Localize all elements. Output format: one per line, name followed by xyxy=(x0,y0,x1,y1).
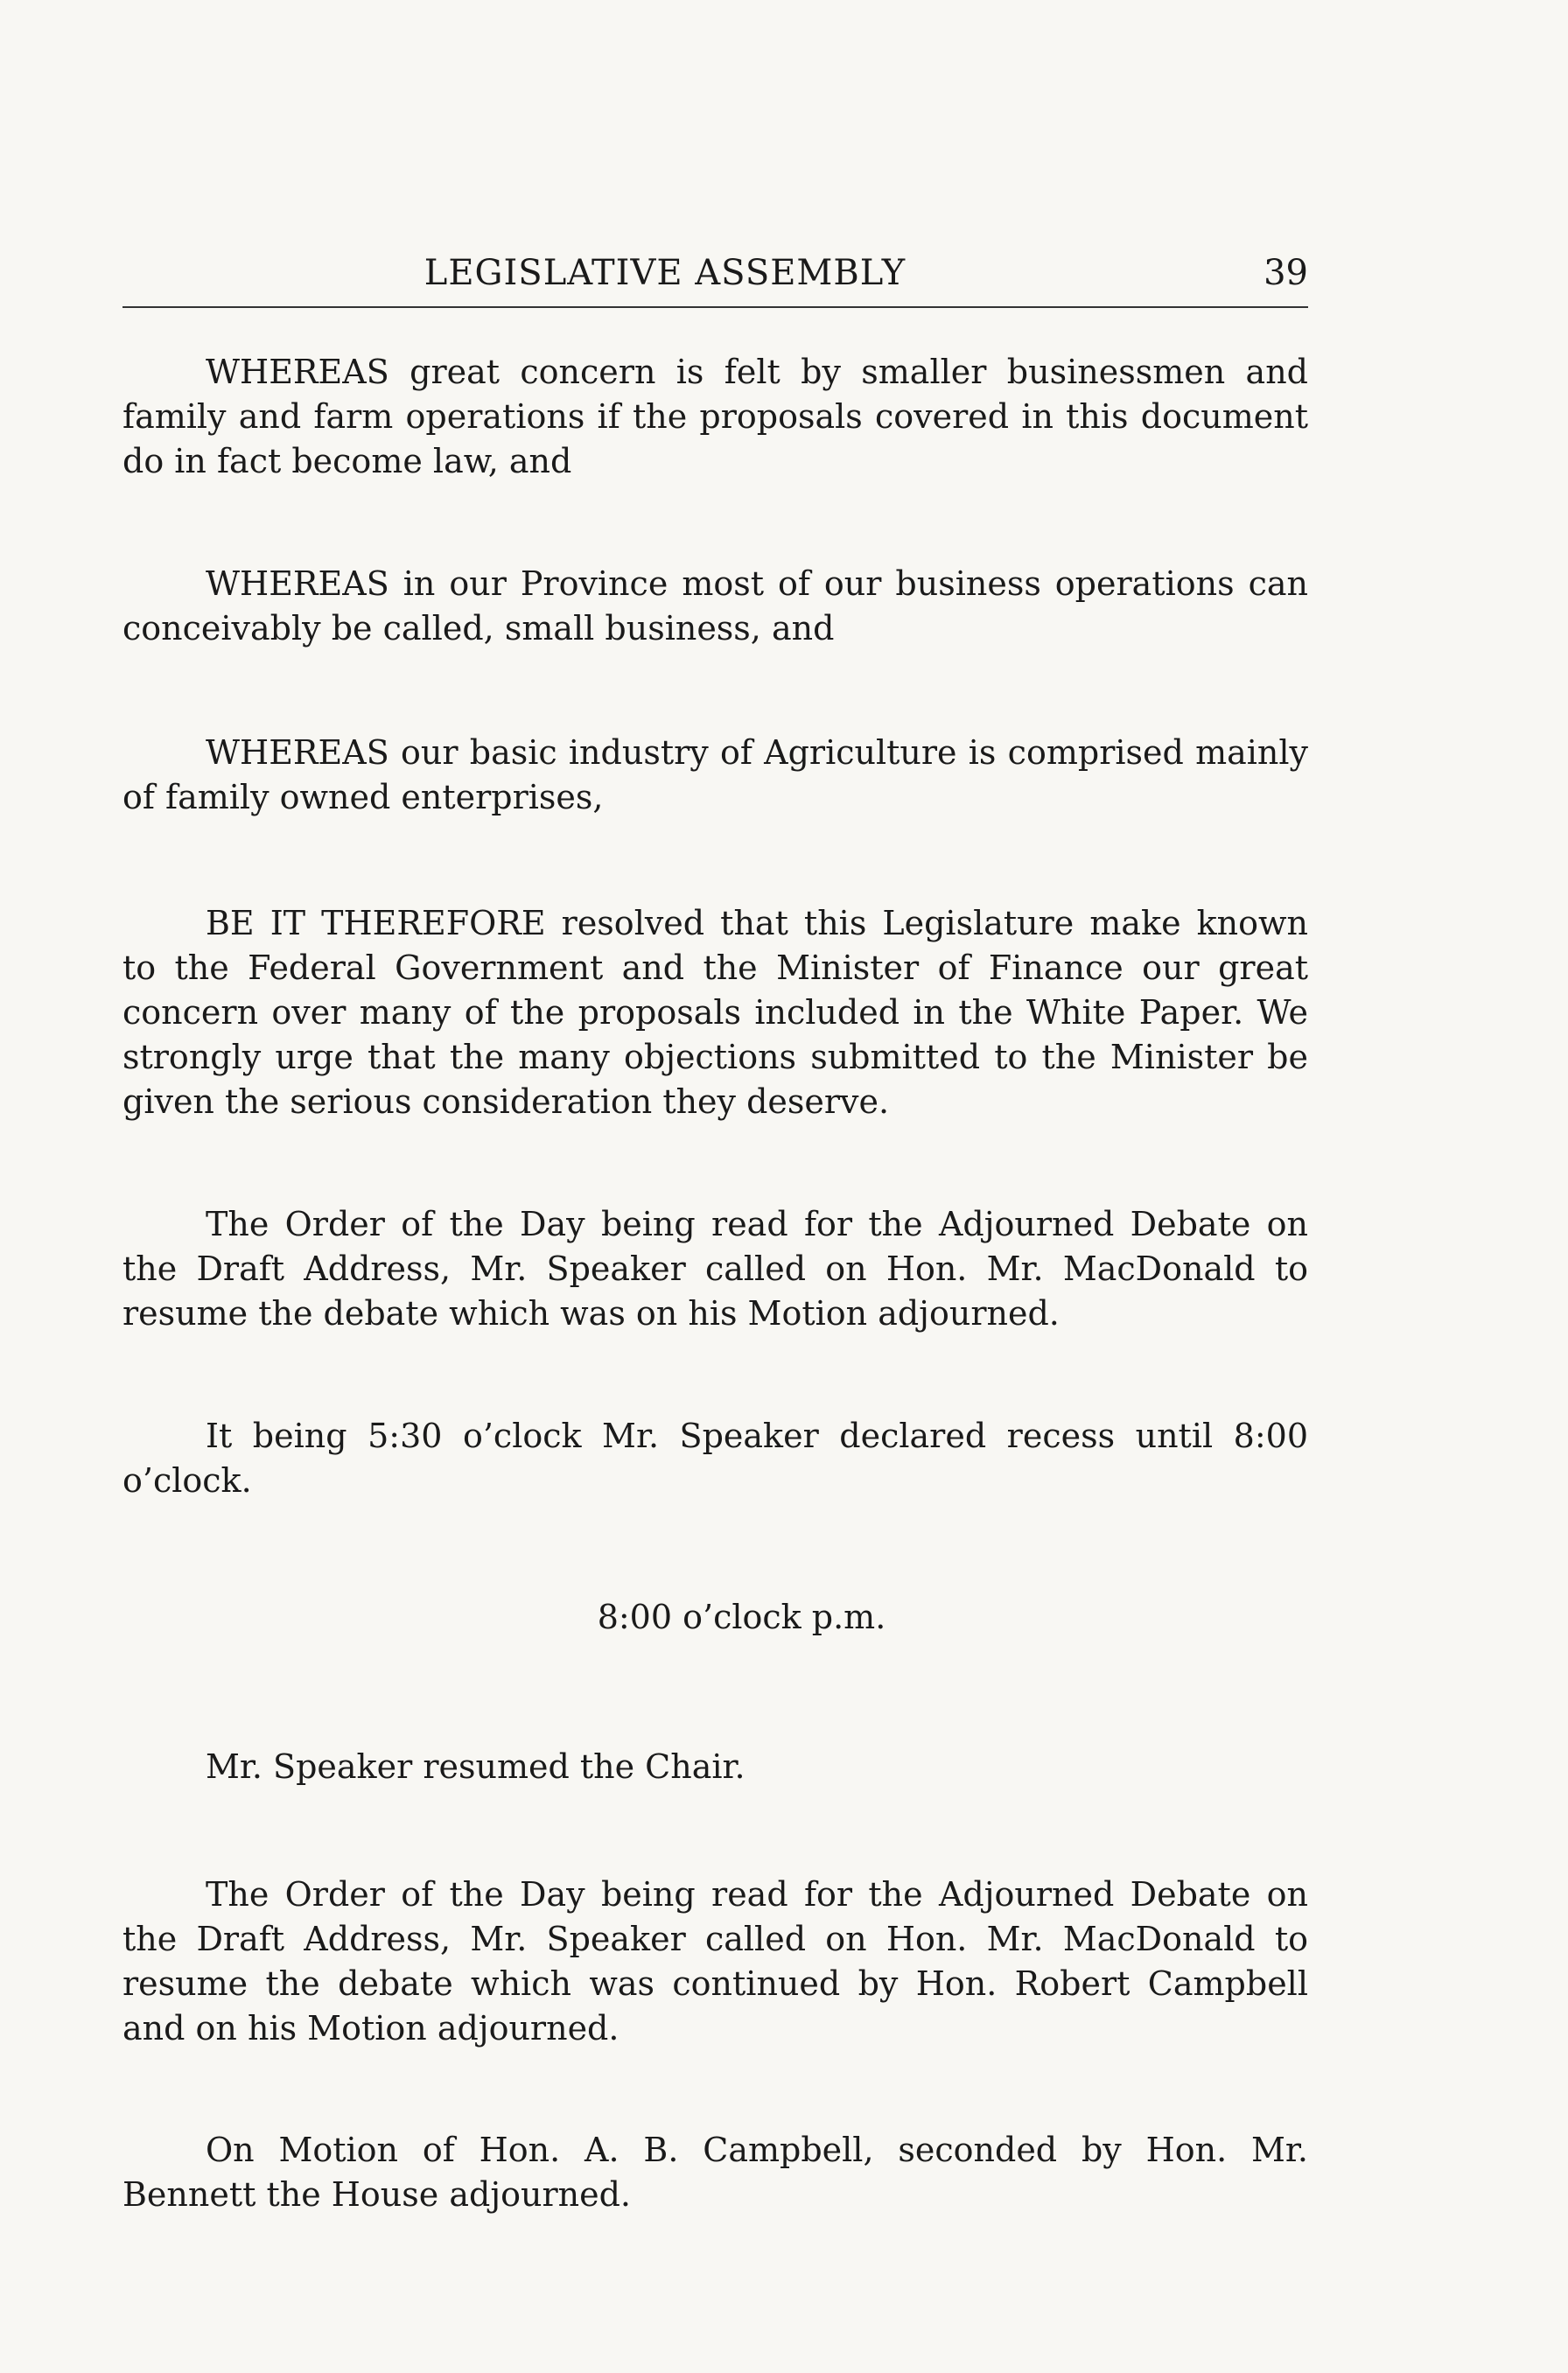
paragraph-whereas-concern: WHEREAS great concern is felt by smaller businessmen and family and farm operations if the proposals covered in this document do in fact become law, and xyxy=(122,353,1308,480)
page-number: 39 xyxy=(1264,253,1308,293)
header-rule xyxy=(122,306,1308,308)
running-header xyxy=(122,248,1308,301)
paragraph-order-of-day-evening: The Order of the Day being read for the Adjourned Debate on the Draft Address, Mr. Speaker called on Hon. Mr. MacDonald to resume the debate which was continued by Hon. Robert Campbell and on his Motion adjourned. xyxy=(122,1875,1308,2048)
paragraph-resolution: BE IT THEREFORE resolved that this Legislature make known to the Federal Government and the Minister of Finance our great concern over many of the proposals included in the White Paper. We strongly urge that the many objections submitted to the Minister be given the serious consideration they deserve. xyxy=(122,904,1308,1121)
running-title: LEGISLATIVE ASSEMBLY xyxy=(424,253,906,293)
document-page xyxy=(122,0,1308,2373)
paragraph-adjournment: On Motion of Hon. A. B. Campbell, seconded by Hon. Mr. Bennett the House adjourned. xyxy=(122,2131,1308,2214)
evening-sitting-heading: 8:00 o’clock p.m. xyxy=(597,1598,886,1636)
paragraph-speaker-resumed: Mr. Speaker resumed the Chair. xyxy=(206,1747,746,1786)
paragraph-order-of-day: The Order of the Day being read for the Adjourned Debate on the Draft Address, Mr. Speaker called on Hon. Mr. MacDonald to resume the debate which was on his Motion adjourned. xyxy=(122,1205,1308,1333)
paragraph-whereas-agriculture: WHEREAS our basic industry of Agriculture is comprised mainly of family owned enterprises, xyxy=(122,733,1308,816)
paragraph-recess: It being 5:30 o’clock Mr. Speaker declared recess until 8:00 o’clock. xyxy=(122,1417,1308,1500)
paragraph-whereas-province: WHEREAS in our Province most of our business operations can conceivably be called, small business, and xyxy=(122,564,1308,648)
